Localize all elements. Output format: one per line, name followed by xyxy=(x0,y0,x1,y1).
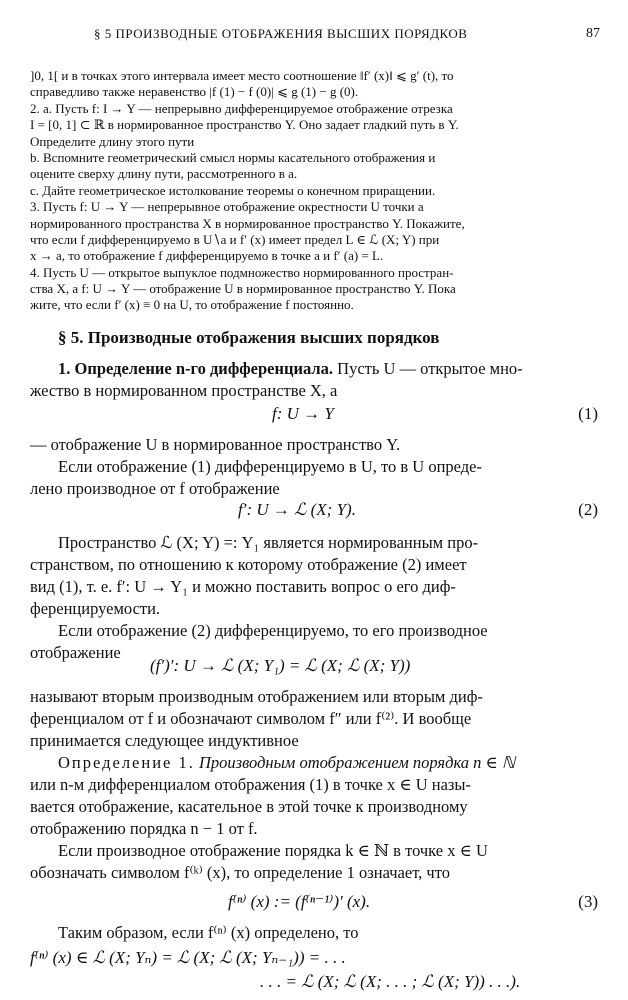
exercise-line: 4. Пусть U — открытое выпуклое подмножество нормированного простран- xyxy=(30,264,454,280)
paragraph-6 xyxy=(30,922,598,944)
equation-number-1: (1) xyxy=(578,404,598,423)
exercise-line: нормированного пространства X в нормированное пространство Y. Покажите, xyxy=(30,215,465,231)
definition-line: Производным отображением порядка n ∈ ℕ xyxy=(199,753,516,772)
exercise-line: ]0, 1[ и в точках этого интервала имеет место соотношение ‖f′ (x)‖ ⩽ g′ (t), то xyxy=(30,68,454,83)
paragraph-line: Если производное отображение порядка k ∈ ℕ в точке x ∈ U xyxy=(58,841,488,860)
paragraph-4 xyxy=(30,686,598,752)
equation-1: f: U → Y xyxy=(272,404,334,423)
paragraph-line: отображение xyxy=(30,643,121,662)
paragraph-line: ференциалом от f и обозначают символом f″ или f⁽²⁾. И вообще xyxy=(30,709,472,728)
exercise-line: 3. Пусть f: U → Y — непрерывное отображение окрестности U точки a xyxy=(30,199,424,215)
subsection-label: 1. Определение n-го дифференциала. xyxy=(58,359,334,378)
paragraph-1 xyxy=(30,358,598,402)
paragraph-line: — отображение U в нормированное пространство Y. xyxy=(30,435,401,454)
section-title: § 5. Производные отображения высших порядков xyxy=(58,328,440,347)
paragraph-5 xyxy=(30,840,598,884)
equation-5-line-2: . . . = ℒ (X; ℒ (X; . . . ; ℒ (X; Y)) . . .). xyxy=(260,972,521,991)
paragraph-line: Если отображение (2) дифференцируемо, то его производное xyxy=(58,621,488,640)
paragraph-line: называют вторым производным отображением или вторым диф- xyxy=(30,687,483,706)
page-header xyxy=(36,26,600,46)
paragraph-2 xyxy=(30,434,598,500)
equation-2: f′: U → ℒ (X; Y). xyxy=(238,500,356,519)
definition-label: Определение 1. xyxy=(58,753,195,772)
exercise-line: b. Вспомните геометрический смысл нормы касательного отображения и xyxy=(30,149,436,165)
exercise-line: c. Дайте геометрическое истолкование теоремы о конечном приращении. xyxy=(30,182,436,198)
running-head: § 5 ПРОИЗВОДНЫЕ ОТОБРАЖЕНИЯ ВЫСШИХ ПОРЯДКОВ xyxy=(94,26,468,41)
paragraph-line: обозначать символом f⁽ᵏ⁾ (x), то определение 1 означает, что xyxy=(30,863,450,882)
paragraph-line: ференцируемости. xyxy=(30,599,161,618)
exercise-line: оцените сверху длину пути, рассмотренного в a. xyxy=(30,166,298,182)
equation-number-3: (3) xyxy=(578,892,598,911)
exercises-block xyxy=(30,68,598,314)
paragraph-line: лено производное от f отображение xyxy=(30,479,280,498)
exercise-line: 2. a. Пусть f: I → Y — непрерывно дифференцируемое отображение отрезка xyxy=(30,100,453,116)
exercise-line: жите, что если f′ (x) ≡ 0 на U, то отображение f постоянно. xyxy=(30,297,354,313)
exercise-line: ства X, а f: U → Y — отображение U в нормированное пространство Y. Пока xyxy=(30,281,456,297)
definition-line: отображению порядка n − 1 от f. xyxy=(30,819,258,838)
paragraph-line: принимается следующее индуктивное xyxy=(30,731,299,750)
definition-line: вается отображение, касательное в этой точке к производному xyxy=(30,797,468,816)
equation-number-2: (2) xyxy=(578,500,598,519)
exercise-line: что если f дифференцируемо в U∖a и f′ (x) имеет предел L ∈ ℒ (X; Y) при xyxy=(30,231,440,247)
paragraph-line: Если отображение (1) дифференцируемо в U, то в U опреде- xyxy=(58,457,482,476)
paragraph-line: Таким образом, если f⁽ⁿ⁾ (x) определено, то xyxy=(58,923,359,942)
exercise-line: справедливо также неравенство |f (1) − f (0)| ⩽ g (1) − g (0). xyxy=(30,84,359,100)
paragraph-line: Пусть U — открытое мно- xyxy=(337,359,523,378)
paragraph-line: жество в нормированном пространстве X, а xyxy=(30,381,338,400)
paragraph-line: странством, по отношению к которому отображение (2) имеет xyxy=(30,555,467,574)
paragraph-line: вид (1), т. е. f′: U → Y₁ и можно поставить вопрос о его диф- xyxy=(30,577,456,596)
exercise-line: x → a, то отображение f дифференцируемо в точке a и f′ (a) = L. xyxy=(30,248,384,264)
equation-3: (f′)′: U → ℒ (X; Y₁) = ℒ (X; ℒ (X; Y)) xyxy=(150,656,411,675)
equation-5-line-1: f⁽ⁿ⁾ (x) ∈ ℒ (X; Yₙ) = ℒ (X; ℒ (X; Yₙ₋₁)) = . . . xyxy=(30,948,346,967)
paragraph-3 xyxy=(30,532,598,664)
paragraph-line: Пространство ℒ (X; Y) =: Y₁ является нормированным про- xyxy=(58,533,479,552)
equation-4: f⁽ⁿ⁾ (x) := (f⁽ⁿ⁻¹⁾)′ (x). xyxy=(228,892,371,911)
exercise-line: I = [0, 1] ⊂ ℝ в нормированное пространство Y. Оно задает гладкий путь в Y. xyxy=(30,117,459,133)
page-number: 87 xyxy=(586,26,600,41)
definition-line: или n-м дифференциалом отображения (1) в точке x ∈ U назы- xyxy=(30,775,472,794)
definition-block xyxy=(30,752,598,840)
exercise-line: Определите длину этого пути xyxy=(30,133,195,149)
